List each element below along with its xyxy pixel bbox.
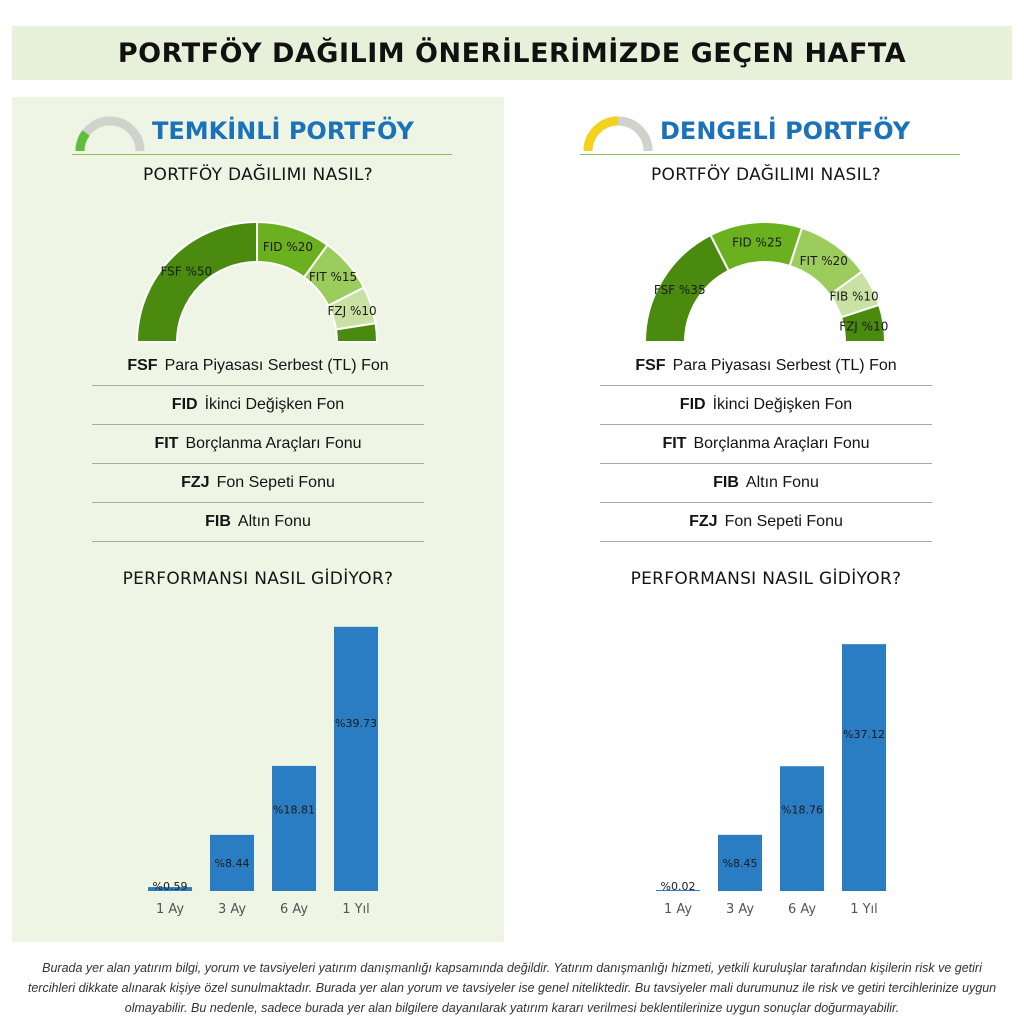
performance-bar [780, 766, 824, 891]
donut-slice [137, 222, 257, 342]
fund-row [92, 347, 424, 386]
portfolio-title-row [580, 111, 960, 155]
bar-value-label: %18.81 [273, 803, 315, 817]
performance-heading: PERFORMANSI NASIL GİDİYOR? [630, 569, 902, 589]
slice-label: FIT %20 [799, 254, 848, 269]
fund-name: Fon Sepeti Fonu [724, 513, 843, 530]
bar-value-label: %8.44 [214, 856, 250, 870]
fund-row [92, 464, 424, 503]
fund-name: Para Piyasası Serbest (TL) Fon [672, 357, 897, 374]
slice-label: FID %20 [262, 239, 313, 254]
fund-row [600, 425, 932, 464]
portfolio-title-row [72, 111, 452, 155]
fund-list [600, 347, 932, 542]
slice-label: FZJ %10 [327, 304, 377, 319]
fund-row [92, 425, 424, 464]
fund-name: Borçlanma Araçları Fonu [185, 435, 362, 452]
bar-value-label: %39.73 [335, 717, 377, 731]
bar-value-label: %8.45 [722, 856, 758, 870]
allocation-heading: PORTFÖY DAĞILIMI NASIL? [650, 165, 882, 185]
fund-code: FSF [635, 357, 666, 374]
x-axis-tick-label: 1 Yıl [342, 902, 370, 917]
x-axis-tick-label: 1 Ay [663, 902, 693, 917]
fund-code: FIT [154, 435, 179, 452]
portfolio-title: DENGELİ PORTFÖY [660, 117, 911, 145]
slice-label: FSF %35 [653, 282, 706, 297]
fund-row [600, 464, 932, 503]
page-header-banner [12, 26, 1012, 80]
fund-name: Altın Fonu [237, 513, 311, 530]
fund-code: FIB [205, 513, 231, 530]
gauge-low-icon [72, 115, 148, 155]
bar-value-label: %0.02 [660, 880, 696, 893]
x-axis-tick-label: 3 Ay [725, 902, 755, 917]
bar-value-label: %18.76 [781, 803, 823, 817]
performance-heading: PERFORMANSI NASIL GİDİYOR? [122, 569, 394, 589]
x-axis-tick-label: 1 Yıl [850, 902, 878, 917]
fund-name: Fon Sepeti Fonu [216, 474, 335, 491]
portfolio-panel-dengeli [520, 97, 1012, 942]
allocation-heading: PORTFÖY DAĞILIMI NASIL? [142, 165, 374, 185]
fund-list [92, 347, 424, 542]
bar-value-label: %37.12 [843, 727, 885, 741]
fund-name: Para Piyasası Serbest (TL) Fon [164, 357, 389, 374]
page-title: PORTFÖY DAĞILIM ÖNERİLERİMİZDE GEÇEN HAFTA [117, 37, 907, 69]
fund-row [600, 386, 932, 425]
performance-bar-chart [112, 617, 412, 917]
fund-row [600, 347, 932, 386]
x-axis-tick-label: 6 Ay [787, 902, 817, 917]
allocation-donut-chart [112, 209, 412, 349]
fund-code: FIT [662, 435, 687, 452]
performance-bar [334, 627, 378, 891]
slice-label: FID %25 [732, 235, 783, 250]
fund-code: FSF [127, 357, 158, 374]
performance-bar [842, 644, 886, 891]
x-axis-tick-label: 6 Ay [279, 902, 309, 917]
fund-code: FZJ [689, 513, 718, 530]
performance-bar-chart [620, 617, 920, 917]
fund-row [92, 503, 424, 542]
legal-disclaimer: Burada yer alan yatırım bilgi, yorum ve tavsiyeleri yatırım danışmanlığı kapsamında değildir. Yatırım danışmanlığı hizmeti, yetkili kuruluşlar tarafından kişilerin risk ve getiri tercihleri dikkate alınarak kişiye özel sunulmaktadır. Burada yer alan yorum ve tavsiyeler ise genel niteliktedir. Bu tavsiyeler mali durumunuz ile risk ve getiri tercihlerinize uygun olmayabilir. Bu nedenle, sadece burada yer alan bilgilere dayanılarak yatırım kararı verilmesi beklentilerinize uygun sonuçlar doğurmayabilir. [27, 961, 997, 1015]
fund-code: FZJ [181, 474, 210, 491]
fund-name: İkinci Değişken Fon [204, 396, 345, 413]
gauge-medium-icon [580, 115, 656, 155]
fund-row [600, 503, 932, 542]
slice-label: FIB %10 [829, 289, 879, 304]
fund-row [92, 386, 424, 425]
fund-code: FIB [713, 474, 739, 491]
portfolio-title: TEMKİNLİ PORTFÖY [152, 117, 414, 145]
allocation-donut-chart [620, 209, 920, 349]
performance-bar [272, 766, 316, 891]
x-axis-tick-label: 1 Ay [155, 902, 185, 917]
slice-label: FSF %50 [160, 264, 213, 279]
fund-code: FID [171, 396, 198, 413]
fund-name: Borçlanma Araçları Fonu [693, 435, 870, 452]
slice-label: FIT %15 [308, 270, 358, 285]
x-axis-tick-label: 3 Ay [217, 902, 247, 917]
slice-label: FZJ %10 [839, 319, 889, 334]
fund-name: Altın Fonu [745, 474, 819, 491]
fund-code: FID [679, 396, 706, 413]
portfolio-panel-temkinli [12, 97, 504, 942]
bar-value-label: %0.59 [152, 880, 188, 893]
fund-name: İkinci Değişken Fon [712, 396, 853, 413]
